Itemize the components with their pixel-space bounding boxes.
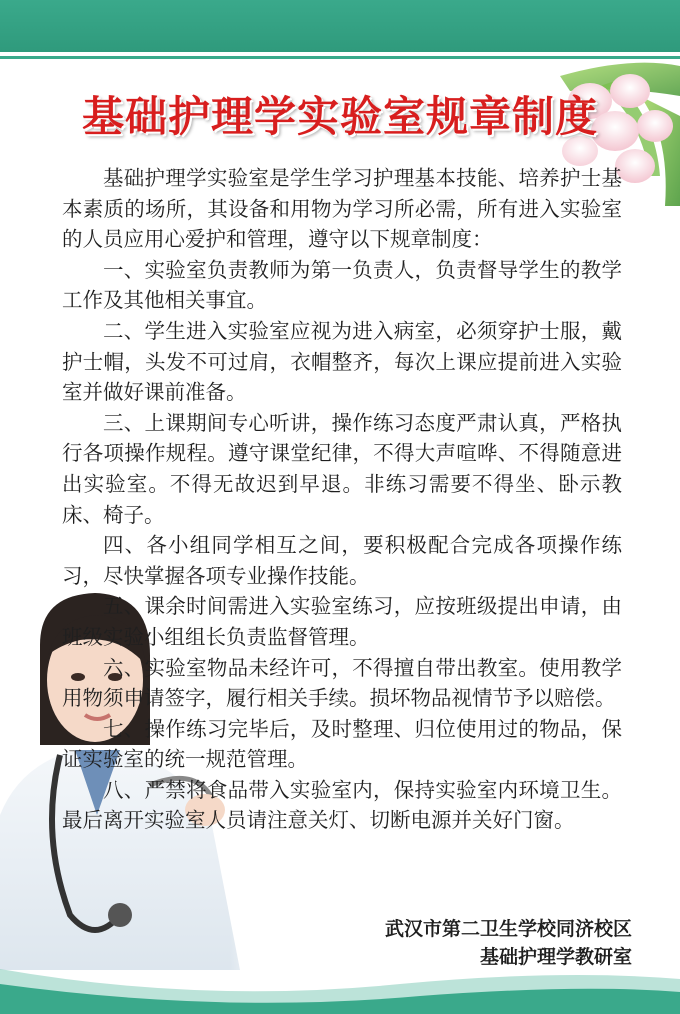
rule-2-paragraph: 二、学生进入实验室应视为进入病室，必须穿护士服，戴护士帽，头发不可过肩，衣帽整齐，每次上课应提前进入实验室并做好课前准备。 <box>62 318 622 405</box>
rule-3-paragraph: 三、上课期间专心听讲，操作练习态度严肃认真，严格执行各项操作规程。遵守课堂纪律，不得大声喧哗、不得随意进出实验室。不得无故迟到早退。非练习需要不得坐、卧示教床、椅子。 <box>62 410 622 527</box>
rule-8-paragraph: 八、严禁将食品带入实验室内，保持实验室内环境卫生。最后离开实验室人员请注意关灯、切断电源并关好门窗。 <box>62 777 622 833</box>
regulations-body <box>62 163 622 836</box>
rule-6-paragraph: 六、实验室物品未经许可，不得擅自带出教室。使用教学用物须申请签字，履行相关手续。损坏物品视情节予以赔偿。 <box>62 655 622 711</box>
page-title: 基础护理学实验室规章制度 <box>81 92 598 141</box>
department-name: 基础护理学教研室 <box>479 946 632 968</box>
rule-7-paragraph: 七、操作练习完毕后，及时整理、归位使用过的物品，保证实验室的统一规范管理。 <box>62 716 622 772</box>
school-name: 武汉市第二卫生学校同济校区 <box>384 918 632 940</box>
intro-paragraph: 基础护理学实验室是学生学习护理基本技能、培养护士基本素质的场所，其设备和用物为学习所必需，所有进入实验室的人员应用心爱护和管理，遵守以下规章制度： <box>62 166 622 252</box>
rule-5-paragraph: 五、课余时间需进入实验室练习，应按班级提出申请，由班级实验小组组长负责监督管理。 <box>62 594 622 649</box>
bottom-green-wave <box>0 934 680 1014</box>
top-green-band <box>0 0 680 52</box>
rule-1-paragraph: 一、实验室负责教师为第一负责人，负责督导学生的教学工作及其他相关事宜。 <box>62 257 622 313</box>
rule-4-paragraph: 四、各小组同学相互之间，要积极配合完成各项操作练习，尽快掌握各项专业操作技能。 <box>62 533 622 588</box>
